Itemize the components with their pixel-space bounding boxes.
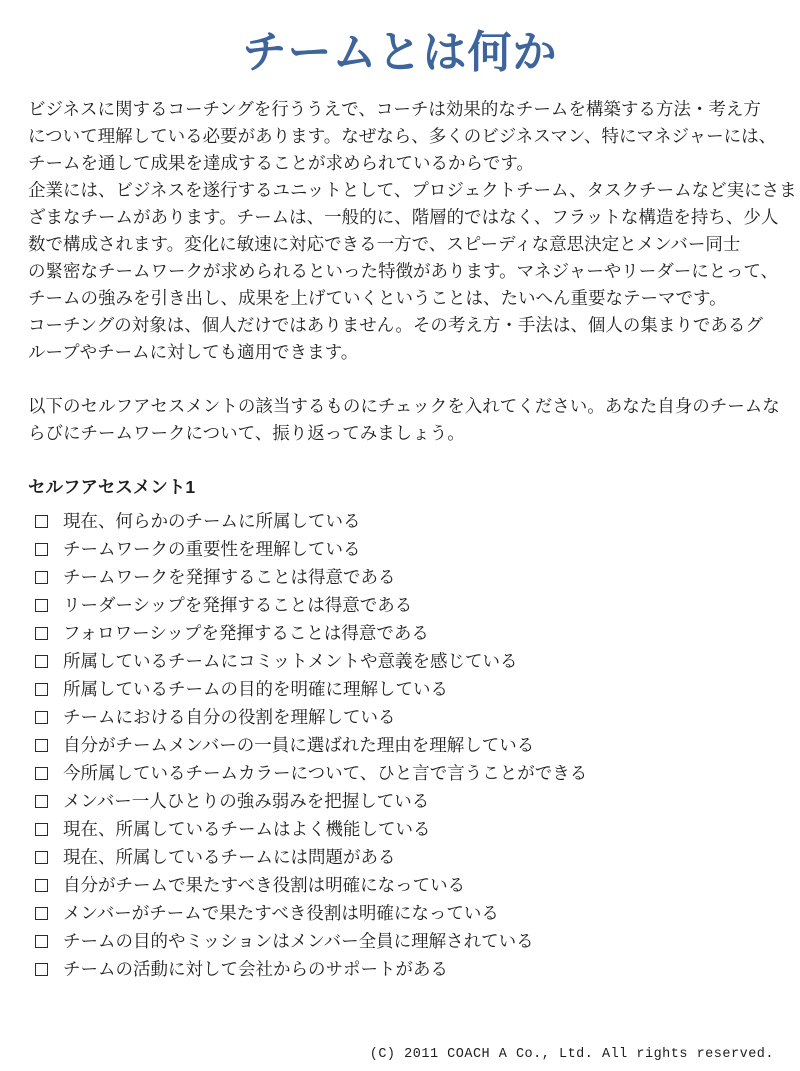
checklist-item-label: メンバーがチームで果たすべき役割は明確になっている	[63, 903, 499, 923]
checklist-item-label: チームワークの重要性を理解している	[63, 539, 361, 559]
checklist-item	[0, 563, 800, 591]
checkbox-icon[interactable]	[35, 935, 48, 948]
checklist-item-label: チームワークを発揮することは得意である	[63, 567, 396, 587]
checklist-item	[0, 787, 800, 815]
checklist-item-label: 今所属しているチームカラーについて、ひと言で言うことができる	[63, 763, 588, 783]
checkbox-icon[interactable]	[35, 627, 48, 640]
checkbox-icon[interactable]	[35, 571, 48, 584]
checklist-item-label: フォロワーシップを発揮することは得意である	[63, 623, 429, 643]
checklist-item	[0, 759, 800, 787]
copyright-footer: (C) 2011 COACH A Co., Ltd. All rights reserved.	[369, 1047, 774, 1062]
self-assessment-checklist	[0, 507, 800, 983]
checkbox-icon[interactable]	[35, 683, 48, 696]
text-line: ビジネスに関するコーチングを行ううえで、コーチは効果的なチームを構築する方法・考え方	[28, 99, 761, 119]
checkbox-icon[interactable]	[35, 599, 48, 612]
text-line: 数で構成されます。変化に敏速に対応できる一方で、スピーディな意思決定とメンバー同士	[28, 234, 741, 254]
checklist-item	[0, 955, 800, 983]
text-line: チームを通して成果を達成することが求められているからです。	[28, 153, 534, 173]
checklist-item	[0, 675, 800, 703]
checkbox-icon[interactable]	[35, 851, 48, 864]
checklist-item	[0, 815, 800, 843]
checklist-item-label: チームの活動に対して会社からのサポートがある	[63, 959, 448, 979]
checklist-item-label: 自分がチームメンバーの一員に選ばれた理由を理解している	[63, 735, 535, 755]
checkbox-icon[interactable]	[35, 823, 48, 836]
checklist-item	[0, 619, 800, 647]
checklist-item	[0, 843, 800, 871]
page-title: チームとは何か	[242, 28, 558, 77]
spacer	[0, 366, 800, 393]
checklist-item-label: 所属しているチームにコミットメントや意義を感じている	[63, 651, 518, 671]
checklist-item-label: リーダーシップを発揮することは得意である	[63, 595, 413, 615]
text-line: について理解している必要があります。なぜなら、多くのビジネスマン、特にマネジャーには、	[28, 126, 777, 146]
checkbox-icon[interactable]	[35, 543, 48, 556]
checklist-item	[0, 703, 800, 731]
checklist-item	[0, 871, 800, 899]
text-line: ループやチームに対しても適用できます。	[28, 342, 359, 362]
checklist-item-label: 現在、所属しているチームはよく機能している	[63, 819, 431, 839]
checklist-item	[0, 927, 800, 955]
checklist-item	[0, 647, 800, 675]
checklist-item	[0, 731, 800, 759]
checkbox-icon[interactable]	[35, 767, 48, 780]
checklist-item-label: 現在、何らかのチームに所属している	[63, 511, 361, 531]
checklist-item-label: チームの目的やミッションはメンバー全員に理解されている	[63, 931, 534, 951]
checkbox-icon[interactable]	[35, 655, 48, 668]
spacer	[0, 447, 800, 474]
instruction-paragraph	[0, 393, 800, 447]
checklist-heading: セルフアセスメント1	[28, 477, 196, 497]
text-line: コーチングの対象は、個人だけではありません。その考え方・手法は、個人の集まりであるグ	[28, 315, 763, 335]
checklist-item	[0, 535, 800, 563]
checkbox-icon[interactable]	[35, 515, 48, 528]
text-line: ざまなチームがあります。チームは、一般的に、階層的ではなく、フラットな構造を持ち、少人	[28, 207, 779, 227]
checklist-item-label: メンバー一人ひとりの強み弱みを把握している	[63, 791, 430, 811]
checklist-item-label: 自分がチームで果たすべき役割は明確になっている	[63, 875, 466, 895]
text-line: らびにチームワークについて、振り返ってみましょう。	[28, 423, 465, 443]
checklist-item-label: チームにおける自分の役割を理解している	[63, 707, 396, 727]
checkbox-icon[interactable]	[35, 907, 48, 920]
checkbox-icon[interactable]	[35, 795, 48, 808]
checkbox-icon[interactable]	[35, 963, 48, 976]
checkbox-icon[interactable]	[35, 879, 48, 892]
checklist-item	[0, 591, 800, 619]
text-line: の緊密なチームワークが求められるといった特徴があります。マネジャーやリーダーにとって、	[28, 261, 779, 281]
checklist-item	[0, 899, 800, 927]
checklist-item	[0, 507, 800, 535]
checkbox-icon[interactable]	[35, 739, 48, 752]
text-line: 企業には、ビジネスを遂行するユニットとして、プロジェクトチーム、タスクチームなど実にさま	[28, 180, 797, 200]
checkbox-icon[interactable]	[35, 711, 48, 724]
checklist-item-label: 所属しているチームの目的を明確に理解している	[63, 679, 448, 699]
text-line: チームの強みを引き出し、成果を上げていくということは、たいへん重要なテーマです。	[28, 288, 727, 308]
text-line: 以下のセルフアセスメントの該当するものにチェックを入れてください。あなた自身のチームな	[28, 396, 780, 416]
checklist-item-label: 現在、所属しているチームには問題がある	[63, 847, 396, 867]
intro-paragraph	[0, 96, 800, 366]
